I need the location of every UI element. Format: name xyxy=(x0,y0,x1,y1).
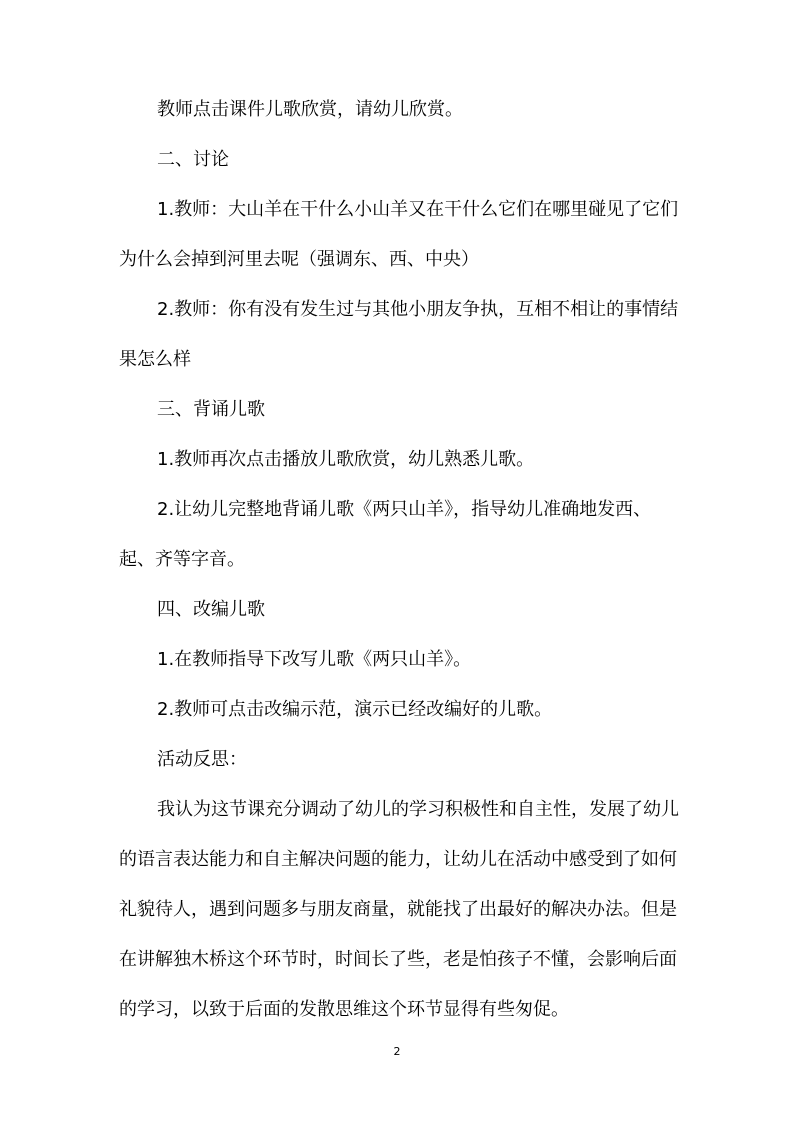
section-heading-adapt: 四、改编儿歌 xyxy=(157,599,265,620)
section-heading-reflection: 活动反思： xyxy=(157,749,247,770)
section-heading-discussion: 二、讨论 xyxy=(157,149,229,170)
paragraph-adapt-2: 2.教师可点击改编示范，演示已经改编好的儿歌。 xyxy=(157,699,553,720)
page-number: 2 xyxy=(393,1045,401,1058)
paragraph-discussion-2: 2.教师：你有没有发生过与其他小朋友争执，互相不相让的事情结果怎么样 xyxy=(119,299,679,370)
paragraph-recite-2: 2.让幼儿完整地背诵儿歌《两只山羊》，指导幼儿准确地发西、起、齐等字音。 xyxy=(119,499,652,570)
paragraph-adapt-1: 1.在教师指导下改写儿歌《两只山羊》。 xyxy=(157,649,472,670)
paragraph-intro: 教师点击课件儿歌欣赏，请幼儿欣赏。 xyxy=(157,99,463,120)
paragraph-discussion-1: 1.教师：大山羊在干什么小山羊又在干什么它们在哪里碰见了它们为什么会掉到河里去呢（强调东、西、中央） xyxy=(119,199,679,270)
paragraph-recite-1: 1.教师再次点击播放儿歌欣赏，幼儿熟悉儿歌。 xyxy=(157,449,535,470)
section-heading-recite: 三、背诵儿歌 xyxy=(157,399,265,420)
paragraph-reflection: 我认为这节课充分调动了幼儿的学习积极性和自主性，发展了幼儿的语言表达能力和自主解决问题的能力，让幼儿在活动中感受到了如何礼貌待人，遇到问题多与朋友商量，就能找了出最好的解决办法。但是在讲解独木桥这个环节时，时间长了些，老是怕孩子不懂，会影响后面的学习，以致于后面的发散思维这个环节显得有些匆促。 xyxy=(119,799,679,1020)
